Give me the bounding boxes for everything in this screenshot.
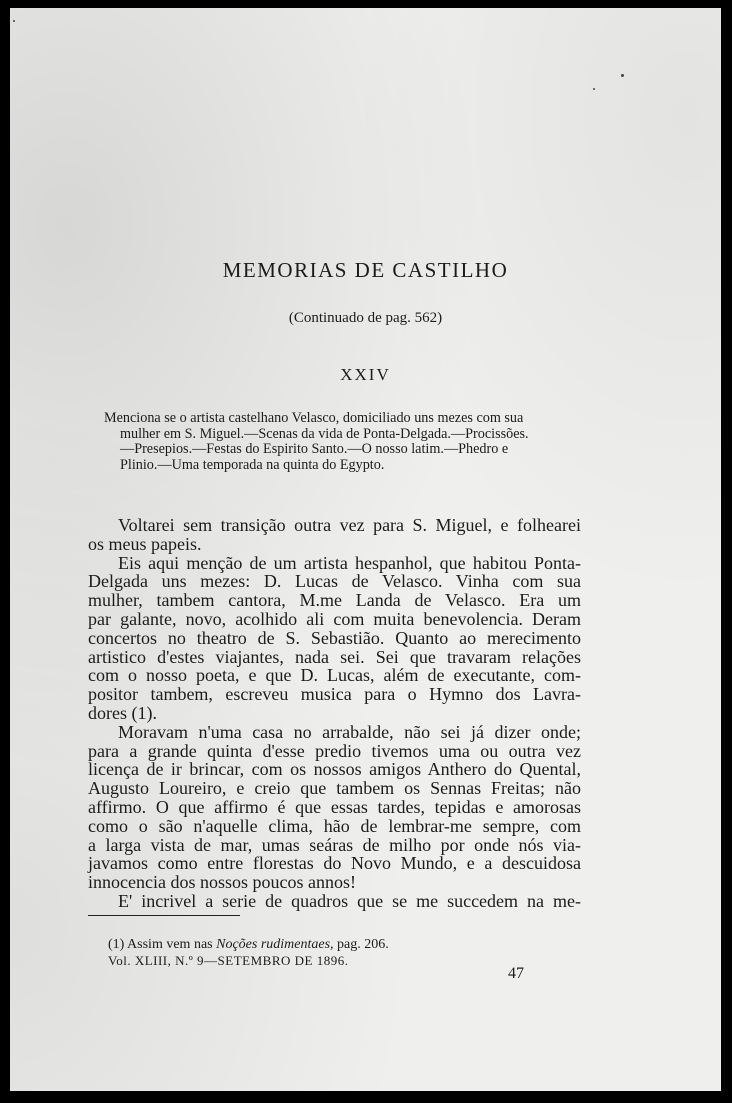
footnote-prefix: (1) Assim vem nas xyxy=(108,937,217,952)
summary-line: Plinio.—Uma temporada na quinta do Egypto. xyxy=(120,456,385,473)
body-line: concertos no theatro de S. Sebastião. Quanto ao merecimento xyxy=(88,627,581,648)
chapter-number: XXIV xyxy=(340,365,391,384)
book-page xyxy=(10,8,721,1091)
footnote-italic-title: Noções rudimentaes, xyxy=(216,937,334,952)
summary-line: Menciona se o artista castelhano Velasco, domiciliado uns mezes com sua xyxy=(104,410,524,426)
body-line: licença de ir brincar, com os nossos amigos Anthero do Quental, xyxy=(88,759,581,780)
body-line: Moravam n'uma casa no arrabalde, não sei já dizer onde; xyxy=(118,721,581,742)
body-line: artistico d'estes viajantes, nada sei. Sei que travaram relações xyxy=(88,646,581,667)
body-line: Augusto Loureiro, e creio que tambem os Sennas Freitas; não xyxy=(88,778,581,799)
body-line: positor tambem, escreveu musica para o Hymno dos Lavra- xyxy=(88,684,581,705)
page-number: 47 xyxy=(508,965,524,982)
body-line: Eis aqui menção de um artista hespanhol, que habitou Ponta- xyxy=(118,552,581,573)
volume-line: Vol. XLIII, N.º 9—SETEMBRO DE 1896. xyxy=(108,953,349,968)
body-line: com o nosso poeta, e que D. Lucas, além de executante, com- xyxy=(88,665,581,686)
footnote-rule xyxy=(88,915,240,916)
body-line: Voltarei sem transição outra vez para S. Miguel, e folhearei xyxy=(118,515,581,535)
body-line: os meus papeis. xyxy=(88,533,202,554)
page-title: MEMORIAS DE CASTILHO xyxy=(222,258,509,282)
body-line: dores (1). xyxy=(88,702,157,723)
body-line: a larga vista de mar, umas seáras de milho por onde nós via- xyxy=(88,834,581,855)
body-line: E' incrivel a serie de quadros que se me succedem na me- xyxy=(118,890,581,911)
body-text xyxy=(88,516,581,911)
summary-line: —Presepios.—Festas do Espirito Santo.—O nosso latim.—Phedro e xyxy=(120,441,509,457)
body-line: par galante, novo, acolhido ali com muita benevolencia. Deram xyxy=(88,608,581,629)
footnote-suffix: pag. 206. xyxy=(333,937,389,952)
body-line: mulher, tambem cantora, M.me Landa de Velasco. Era um xyxy=(88,590,581,611)
body-line: Delgada uns mezes: D. Lucas de Velasco. Vinha com sua xyxy=(88,571,581,592)
print-speck xyxy=(621,74,624,77)
print-speck xyxy=(593,88,595,90)
summary-line: mulher em S. Miguel.—Scenas da vida de Ponta-Delgada.—Procissões. xyxy=(120,425,529,442)
chapter-summary xyxy=(104,411,584,473)
body-line: innocencia dos nossos poucos annos! xyxy=(88,872,356,893)
body-line: para a grande quinta d'esse predio tivemos uma ou outra vez xyxy=(88,740,581,761)
body-line: javamos como entre florestas do Novo Mundo, e a descuidosa xyxy=(88,853,581,874)
footnote xyxy=(108,937,389,953)
print-speck xyxy=(13,20,15,22)
body-line: como o são n'aquelle clima, hão de lembrar-me sempre, com xyxy=(88,815,581,836)
continuation-note: (Continuado de pag. 562) xyxy=(288,310,443,326)
body-line: affirmo. O que affirmo é que essas tardes, tepidas e amorosas xyxy=(88,796,581,817)
